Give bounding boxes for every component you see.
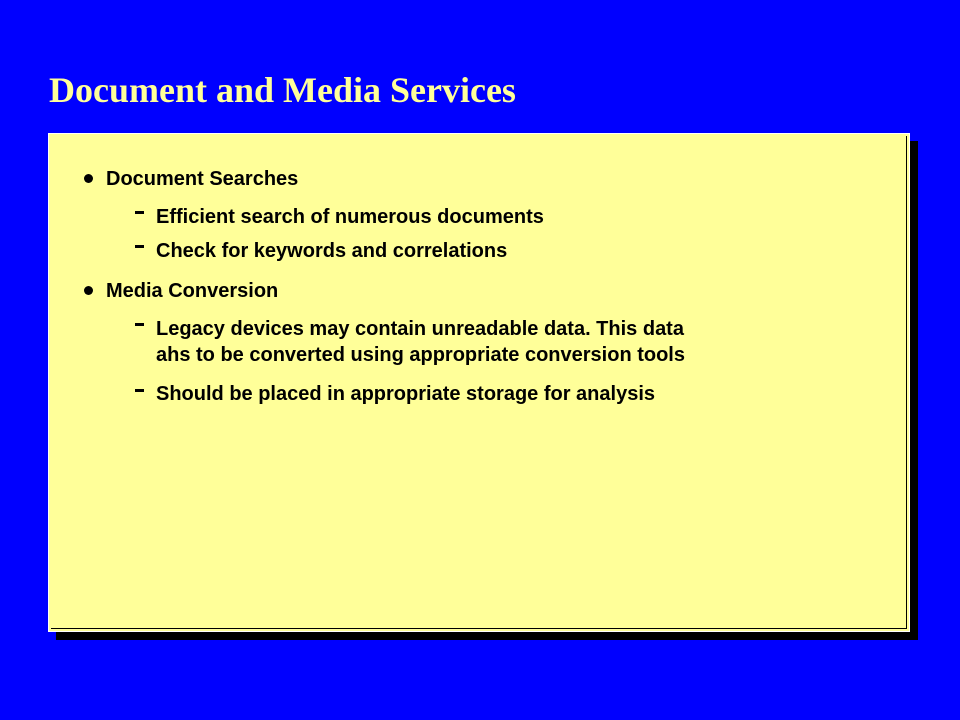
slide-title: Document and Media Services [49,70,516,110]
sub-point-legacy-devices-line-1: Legacy devices may contain unreadable data. This data [156,318,684,340]
dash-bullet-icon [135,211,144,214]
sub-point-check-keywords: Check for keywords and correlations [156,240,508,262]
dash-bullet-icon [135,389,144,392]
round-bullet-icon [84,286,93,295]
sub-point-legacy-devices-line-2: ahs to be converted using appropriate conversion tools [156,344,685,366]
round-bullet-icon [84,174,93,183]
sub-point-efficient-search: Efficient search of numerous documents [156,206,544,228]
section-heading-media-conversion: Media Conversion [106,280,279,302]
dash-bullet-icon [135,323,144,326]
sub-point-storage: Should be placed in appropriate storage for analysis [156,383,656,405]
dash-bullet-icon [135,245,144,248]
section-heading-document-searches: Document Searches [106,168,299,190]
